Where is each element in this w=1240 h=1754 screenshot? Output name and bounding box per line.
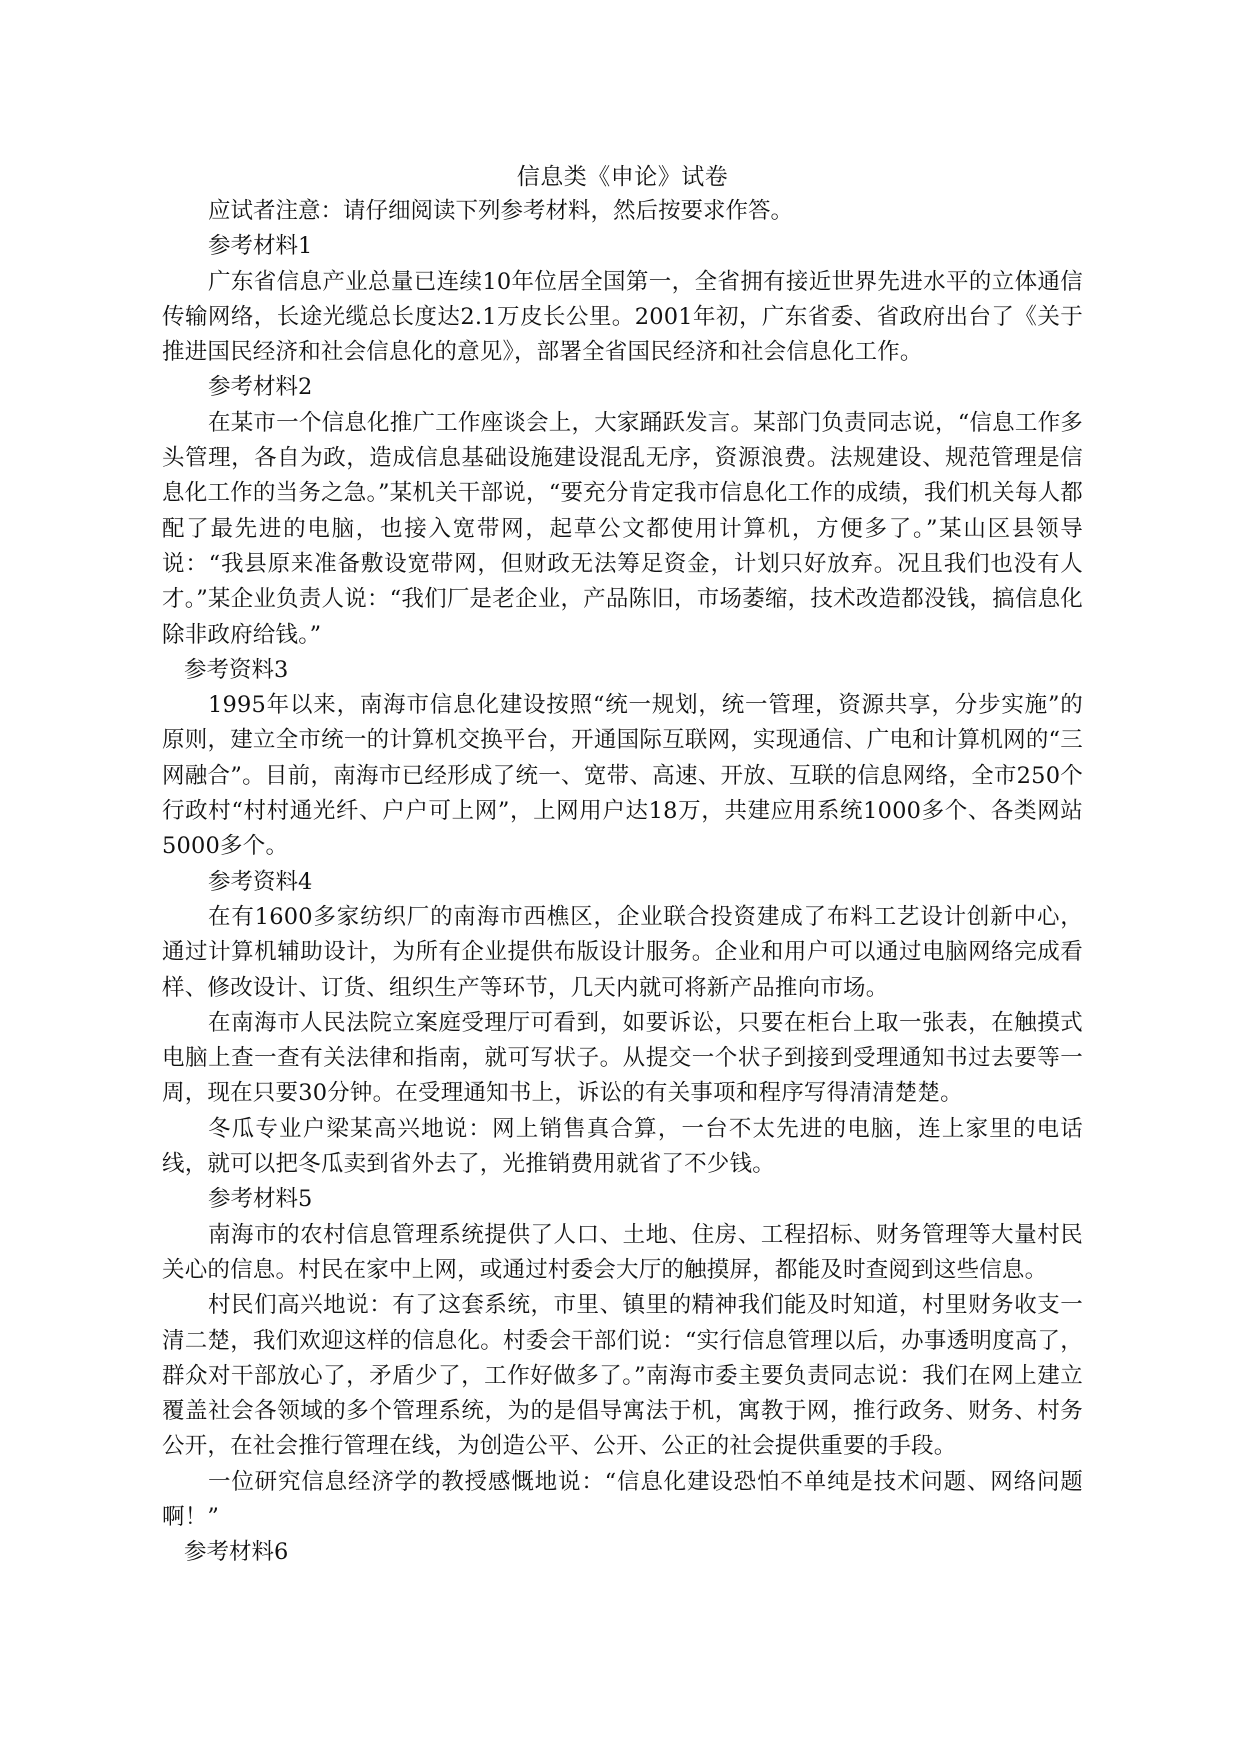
section-4-paragraph-1: 在有1600多家纺织厂的南海市西樵区，企业联合投资建成了布料工艺设计创新中心，通过计算机辅助设计，为所有企业提供布版设计服务。企业和用户可以通过电脑网络完成看样、修改设计、订货、组织生产等环节，几天内就可将新产品推向市场。	[162, 903, 1083, 1001]
exam-notice: 应试者注意：请仔细阅读下列参考材料，然后按要求作答。	[208, 198, 794, 224]
section-4-paragraph-3: 冬瓜专业户梁某高兴地说：网上销售真合算，一台不太先进的电脑，连上家里的电话线，就可以把冬瓜卖到省外去了，光推销费用就省了不少钱。	[162, 1115, 1083, 1178]
section-heading-2: 参考材料2	[208, 374, 313, 401]
section-5-paragraph-1: 南海市的农村信息管理系统提供了人口、土地、住房、工程招标、财务管理等大量村民关心的信息。村民在家中上网，或通过村委会大厅的触摸屏，都能及时查阅到这些信息。	[162, 1221, 1083, 1283]
section-heading-3: 参考资料3	[184, 656, 289, 683]
section-3-paragraph-1: 1995年以来，南海市信息化建设按照“统一规划，统一管理，资源共享，分步实施”的原则，建立全市统一的计算机交换平台，开通国际互联网，实现通信、广电和计算机网的“三网融合”。目前，南海市已经形成了统一、宽带、高速、开放、互联的信息网络，全市250个行政村“村村通光纤、户户可上网”，上网用户达18万，共建应用系统1000多个、各类网站5000多个。	[162, 692, 1083, 860]
section-5-paragraph-2: 村民们高兴地说：有了这套系统，市里、镇里的精神我们能及时知道，村里财务收支一清二楚，我们欢迎这样的信息化。村委会干部们说：“实行信息管理以后，办事透明度高了，群众对干部放心了，矛盾少了，工作好做多了。”南海市委主要负责同志说：我们在网上建立覆盖社会各领域的多个管理系统，为的是倡导寓法于机，寓教于网，推行政务、财务、村务公开，在社会推行管理在线，为创造公平、公开、公正的社会提供重要的手段。	[162, 1292, 1083, 1460]
section-heading-6: 参考材料6	[184, 1539, 289, 1566]
section-heading-4: 参考资料4	[208, 868, 313, 895]
section-heading-1: 参考材料1	[208, 233, 313, 260]
section-5-paragraph-3: 一位研究信息经济学的教授感慨地说：“信息化建设恐怕不单纯是技术问题、网络问题啊！”	[162, 1468, 1083, 1530]
section-4-paragraph-2: 在南海市人民法院立案庭受理厅可看到，如要诉讼，只要在柜台上取一张表，在触摸式电脑上查一查有关法律和指南，就可写状子。从提交一个状子到接到受理通知书过去要等一周，现在只要30分钟。在受理通知书上，诉讼的有关事项和程序写得清清楚楚。	[162, 1009, 1083, 1107]
section-2-paragraph-1: 在某市一个信息化推广工作座谈会上，大家踊跃发言。某部门负责同志说，“信息工作多头管理，各自为政，造成信息基础设施建设混乱无序，资源浪费。法规建设、规范管理是信息化工作的当务之急。”某机关干部说，“要充分肯定我市信息化工作的成绩，我们机关每人都配了最先进的电脑，也接入宽带网，起草公文都使用计算机，方便多了。”某山区县领导说：“我县原来准备敷设宽带网，但财政无法筹足资金，计划只好放弃。况且我们也没有人才。”某企业负责人说：“我们厂是老企业，产品陈旧，市场萎缩，技术改造都没钱，搞信息化除非政府给钱。”	[162, 409, 1083, 648]
section-1-paragraph-1: 广东省信息产业总量已连续10年位居全国第一，全省拥有接近世界先进水平的立体通信传输网络，长途光缆总长度达2.1万皮长公里。2001年初，广东省委、省政府出台了《关于推进国民经济和社会信息化的意见》，部署全省国民经济和社会信息化工作。	[162, 268, 1083, 366]
section-heading-5: 参考材料5	[208, 1186, 313, 1213]
document-title: 信息类《申论》试卷	[516, 164, 729, 190]
document-body	[162, 161, 1083, 1571]
